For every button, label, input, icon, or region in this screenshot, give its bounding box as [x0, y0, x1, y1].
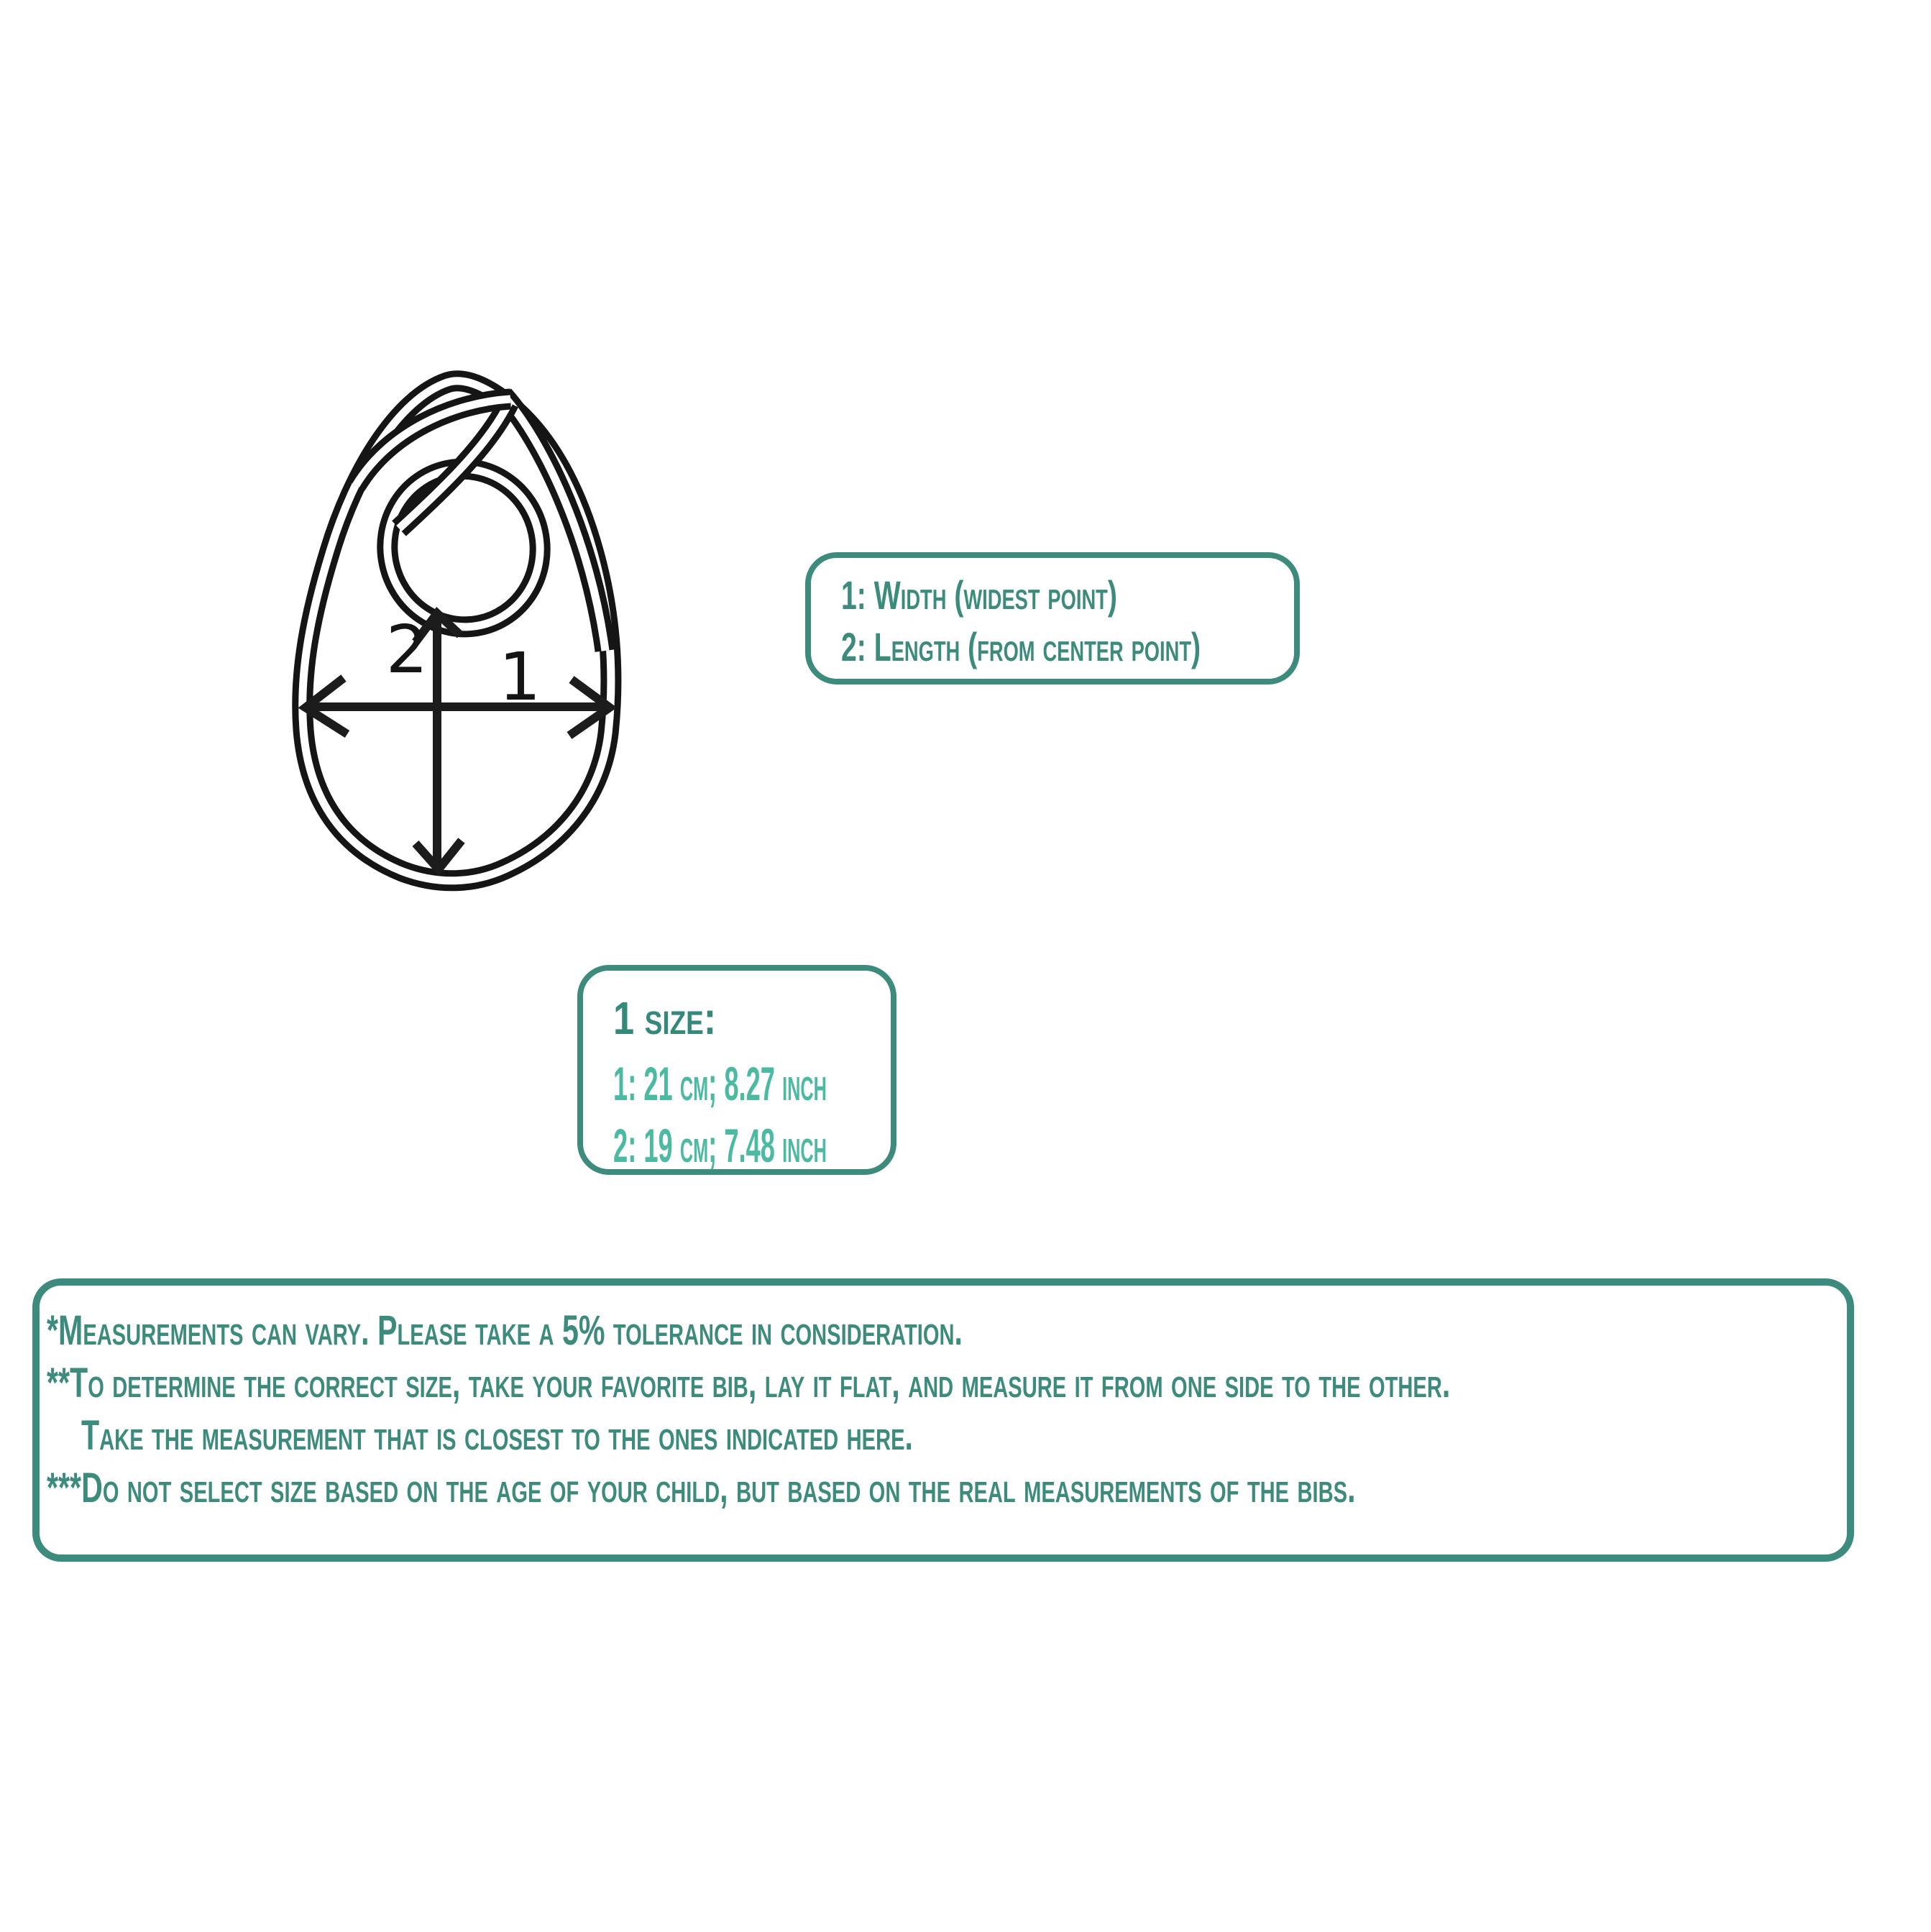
- legend-box: [805, 552, 1300, 685]
- size-value-width-text: 1: 21 cm; 8.27 inch: [613, 1057, 827, 1110]
- note-line-measure-text: **To determine the correct size, take your favorite bib, lay it flat, and measure it from one side to the other.: [47, 1360, 1451, 1406]
- note-line-age: [47, 1462, 1847, 1514]
- note-line-age-text: ***Do not select size based on the age of your child, but based on the real measurements of the bibs.: [47, 1465, 1356, 1511]
- length-label: 2: [385, 611, 428, 688]
- legend-line-width-text: 1: Width (widest point): [841, 572, 1117, 618]
- size-box: [577, 965, 896, 1175]
- size-box-title: [613, 984, 891, 1053]
- notes-box: [32, 1278, 1854, 1562]
- note-line-tolerance-text: *Measurements can vary. Please take a 5% tolerance in consideration.: [47, 1307, 963, 1354]
- note-line-tolerance: [47, 1304, 1847, 1357]
- legend-line-length: [841, 621, 1294, 673]
- width-arrow: [306, 678, 610, 736]
- size-value-width: [613, 1053, 891, 1114]
- size-value-length: [613, 1114, 891, 1176]
- note-line-measure: [47, 1357, 1847, 1409]
- width-label: 1: [498, 638, 541, 715]
- size-box-title-text: 1 size:: [613, 992, 717, 1044]
- note-line-closest-text: Take the measurement that is closest to the ones indicated here.: [81, 1412, 913, 1459]
- note-line-closest: [47, 1409, 1847, 1462]
- legend-line-length-text: 2: Length (from center point): [841, 624, 1201, 669]
- legend-line-width: [841, 569, 1294, 621]
- size-value-length-text: 2: 19 cm; 7.48 inch: [613, 1119, 827, 1172]
- bib-diagram: [273, 370, 640, 913]
